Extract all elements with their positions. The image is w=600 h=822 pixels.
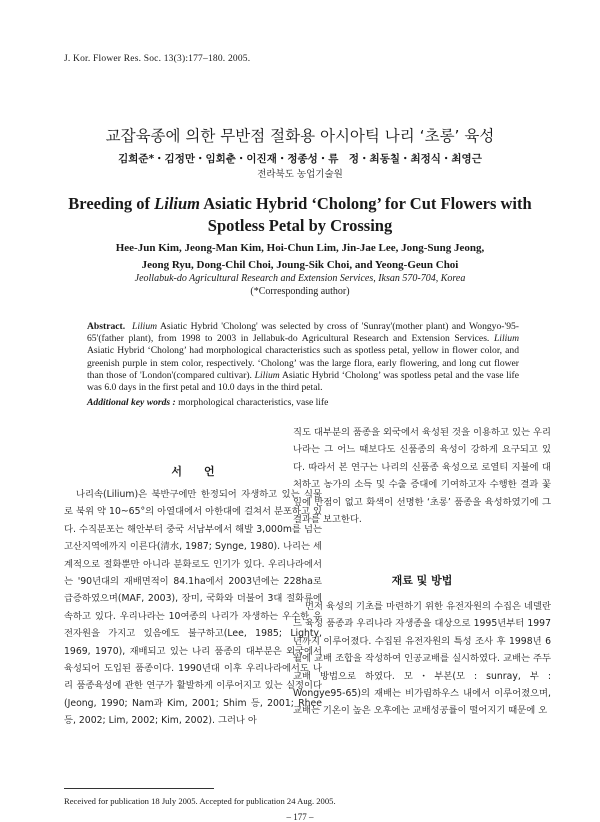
- corresponding-author-note: (*Corresponding author): [250, 286, 350, 297]
- methods-heading: 재료 및 방법: [391, 574, 453, 587]
- right-column-top: [293, 424, 551, 528]
- abstract-genus-3: Lilium: [254, 369, 280, 381]
- abstract-text-2: Asiatic Hybrid ‘Cholong’ had morphological characteristics such as spotless petal, yellow in flower color, and greenish purple in stem color, respectively. ‘Cholong’ was the large flora, early flowering, and long cut flower than those of 'London'(compared cultivar).: [87, 345, 519, 381]
- intro-paragraph: 나리속(Lilium)은 북반구에만 한정되어 자생하고 있는 식물로 북위 약 10~65°의 아열대에서 아한대에 걸쳐서 분포하고 있다. 수직분포는 해안부터 중국 서남부에서 해발 3,000m를 넘는 고산지역에까지 이른다(清水, 1987; Synge, 1980). 나리는 세계적으로 절화뿐만 아니라 분화로도 인기가 있다. 우리나라에서는 '90년대의 재배면적이 84.1ha에서 2003년에는 228ha로 급증하였으며(MAF, 2003), 장미, 국화와 더불어 3대 절화류에 속하고 있다. 우리나라는 10여종의 나리가 자생하는 우수한 유전자원을 가지고 있음에도 불구하고(Lee, 1985; Lighty, 1969, 1970), 재배되고 있는 나리 품종의 대부분은 외국에서 육성되어 도입된 품종이다. 1990년대 이후 우리나라에서도 나리 품종육성에 관한 연구가 활발하게 이루어지고 있는 실정이다(Jeong, 1990; Nam과 Kim, 2001; Shim 등, 2001; Rhee 등, 2002; Lim, 2002; Kim, 2002). 그러나 아: [64, 489, 322, 727]
- keywords-label: Additional key words :: [87, 397, 176, 408]
- korean-authors: 김희준*・김정만・임회춘・이진재・정종성・류 정・최동칠・최정식・최영근: [118, 153, 482, 165]
- title-part1: Breeding of: [68, 194, 155, 213]
- keywords-text: morphological characteristics, vase life: [175, 397, 329, 408]
- abstract-genus-2: Lilium: [493, 333, 519, 345]
- abstract-text-1: Asiatic Hybrid 'Cholong' was selected by cross of 'Sunray'(mother plant) and Wongyo-'95-65'(father plant), from 1998 to 2003 in Jellabuk-do Agricultural Research and Extension Services.: [87, 321, 519, 345]
- left-column: [64, 486, 322, 730]
- english-authors: [40, 240, 560, 273]
- authors-line-2: Jeong Ryu, Dong-Chil Choi, Joung-Sik Choi, and Yeong-Geun Choi: [141, 258, 459, 271]
- korean-title: 교잡육종에 의한 무반점 절화용 아시아틱 나리 ‘초롱’ 육성: [105, 127, 495, 145]
- intro-paragraph-continued: 직도 대부분의 품종을 외국에서 육성된 것을 이용하고 있는 우리나라는 그 어느 때보다도 신품종의 육성이 강하게 요구되고 있다. 따라서 본 연구는 나리의 신품종 육성으로 로열티 지불에 대처하고 농가의 소득 및 수출 증대에 기여하고자 수행한 결과 꽃잎에 반점이 없고 화색이 선명한 ‘초롱’ 품종을 육성하였기에 그 결과를 보고한다.: [293, 427, 551, 526]
- methods-paragraph: 먼저 육성의 기초를 마련하기 위한 유전자원의 수집은 네델란드 육성 품종과 우리나라 자생종을 대상으로 1995년부터 1997년까지 이루어졌다. 수집된 유전자원의 특성 조사 후 1998년 6월에 교배 조합을 작성하여 인공교배를 실시하였다. 교배는 주두교배 방법으로 하였다. 모・부본(모 : sunray, 부 : Wongye95-65)의 재배는 비가림하우스 내에서 이루어졌으며, 교배는 기온이 높은 오후에는 교배성공률이 떨어지기 때문에 오: [293, 601, 551, 717]
- journal-reference: J. Kor. Flower Res. Soc. 13(3):177–180. 2005.: [64, 54, 251, 64]
- title-part2: Asiatic Hybrid ‘Cholong’ for Cut Flowers with Spotless Petal by Crossing: [200, 194, 532, 235]
- page-number: – 177 –: [286, 812, 314, 822]
- english-affiliation-block: [40, 272, 560, 298]
- abstract-genus-1: Lilium: [132, 321, 158, 332]
- footnote-rule: [64, 788, 214, 789]
- title-genus: Lilium: [154, 194, 201, 213]
- keywords: [87, 397, 519, 408]
- abstract: [87, 321, 519, 394]
- intro-heading: 서 언: [171, 465, 215, 478]
- korean-affiliation: 전라북도 농업기술원: [257, 169, 343, 180]
- english-affiliation: Jeollabuk-do Agricultural Research and Extension Services, Iksan 570-704, Korea: [134, 273, 466, 284]
- authors-line-1: Hee-Jun Kim, Jeong-Man Kim, Hoi-Chun Lim, Jin-Jae Lee, Jong-Sung Jeong,: [115, 242, 485, 254]
- abstract-label: Abstract.: [87, 321, 126, 332]
- english-title: [40, 193, 560, 237]
- right-column-bottom: [293, 598, 551, 720]
- footnote: Received for publication 18 July 2005. Accepted for publication 24 Aug. 2005.: [64, 796, 336, 806]
- abstract-text-3: Asiatic Hybrid ‘Cholong’ was spotless petal and the vase life was 6.0 days in the first petal and 10.0 days in the third petal.: [87, 369, 520, 394]
